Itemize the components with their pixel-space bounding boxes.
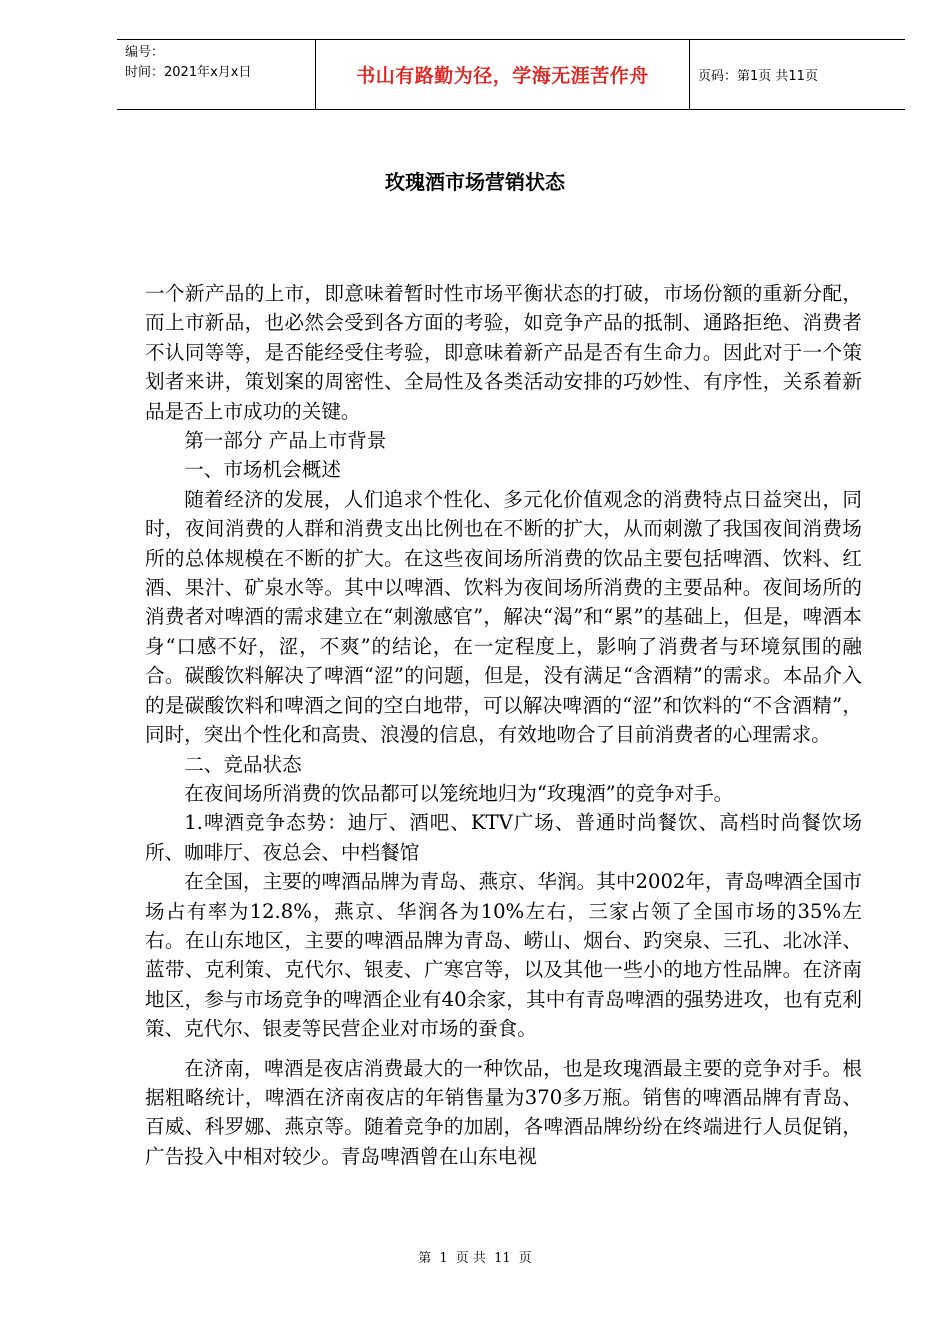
jinan-beer-paragraph: 在济南，啤酒是夜店消费最大的一种饮品，也是玫瑰酒最主要的竞争对手。根据粗略统计，啤酒在济南夜店的年销售量为370多万瓶。销售的啤酒品牌有青岛、百威、科罗娜、燕京等。随着竞争的加剧，各啤酒品牌纷纷在终端进行人员促销，广告投入中相对较少。青岛啤酒曾在山东电视 bbox=[145, 1056, 862, 1168]
time-label: 时间：2021年x月x日 bbox=[125, 65, 252, 80]
document-body bbox=[145, 279, 862, 1171]
page-header bbox=[117, 39, 905, 110]
footer-total-pages: 11 bbox=[494, 1251, 511, 1266]
footer-page-number: 1 bbox=[439, 1251, 448, 1266]
footer-prefix: 第 bbox=[418, 1251, 432, 1266]
document-title: 玫瑰酒市场营销状态 bbox=[385, 170, 565, 194]
subsection-heading-market-opportunity: 一、市场机会概述 bbox=[184, 458, 341, 482]
market-opportunity-paragraph: 随着经济的发展，人们追求个性化、多元化价值观念的消费特点日益突出，同时，夜间消费的人群和消费支出比例也在不断的扩大，从而刺激了我国夜间消费场所的总体规模在不断的扩大。在这些夜间场所消费的饮品主要包括啤酒、饮料、红酒、果汁、矿泉水等。其中以啤酒、饮料为夜间场所消费的主要品种。夜间场所的消费者对啤酒的需求建立在“刺激感官”，解决“渴”和“累”的基础上，但是，啤酒本身“口感不好，涩，不爽”的结论，在一定程度上，影响了消费者与环境氛围的融合。碳酸饮料解决了啤酒“涩”的问题，但是，没有满足“含酒精”的需求。本品介入的是碳酸饮料和啤酒之间的空白地带，可以解决啤酒的“涩”和饮料的“不含酒精”，同时，突出个性化和高贵、浪漫的信息，有效地吻合了目前消费者的心理需求。 bbox=[145, 487, 862, 747]
header-meta bbox=[117, 40, 316, 109]
section-heading-part-one: 第一部分 产品上市背景 bbox=[184, 429, 387, 453]
intro-paragraph: 一个新产品的上市，即意味着暂时性市场平衡状态的打破，市场份额的重新分配，而上市新品，也必然会受到各方面的考验，如竞争产品的抵制、通路拒绝、消费者不认同等等，是否能经受住考验，即意味着新产品是否有生命力。因此对于一个策划者来讲，策划案的周密性、全局性及各类活动安排的巧妙性、有序性，关系着新品是否上市成功的关键。 bbox=[145, 282, 862, 423]
footer-middle: 页 共 bbox=[455, 1251, 486, 1266]
header-motto: 书山有路勤为径，学海无涯苦作舟 bbox=[316, 40, 690, 109]
national-beer-brands-paragraph: 在全国，主要的啤酒品牌为青岛、燕京、华润。其中2002年，青岛啤酒全国市场占有率为12.8%，燕京、华润各为10%左右，三家占领了全国市场的35%左右。在山东地区，主要的啤酒品牌为青岛、崂山、烟台、趵突泉、三孔、北冰洋、蓝带、克利策、克代尔、银麦、广寒宫等，以及其他一些小的地方性品牌。在济南地区，参与市场竞争的啤酒企业有40余家，其中有青岛啤酒的强势进攻，也有克利策、克代尔、银麦等民营企业对市场的蚕食。 bbox=[145, 870, 862, 1041]
subsection-heading-competitors: 二、竞品状态 bbox=[184, 752, 302, 776]
beer-competition-paragraph: 1.啤酒竞争态势：迪厅、酒吧、KTV广场、普通时尚餐饮、高档时尚餐饮场所、咖啡厅、夜总会、中档餐馆 bbox=[145, 811, 862, 864]
header-page-info: 页码：第1页 共11页 bbox=[698, 69, 818, 84]
competitors-intro-paragraph: 在夜间场所消费的饮品都可以笼统地归为“玫瑰酒”的竞争对手。 bbox=[184, 781, 734, 805]
footer-suffix: 页 bbox=[518, 1251, 532, 1266]
page-footer bbox=[0, 1247, 950, 1266]
number-label: 编号： bbox=[125, 45, 165, 60]
